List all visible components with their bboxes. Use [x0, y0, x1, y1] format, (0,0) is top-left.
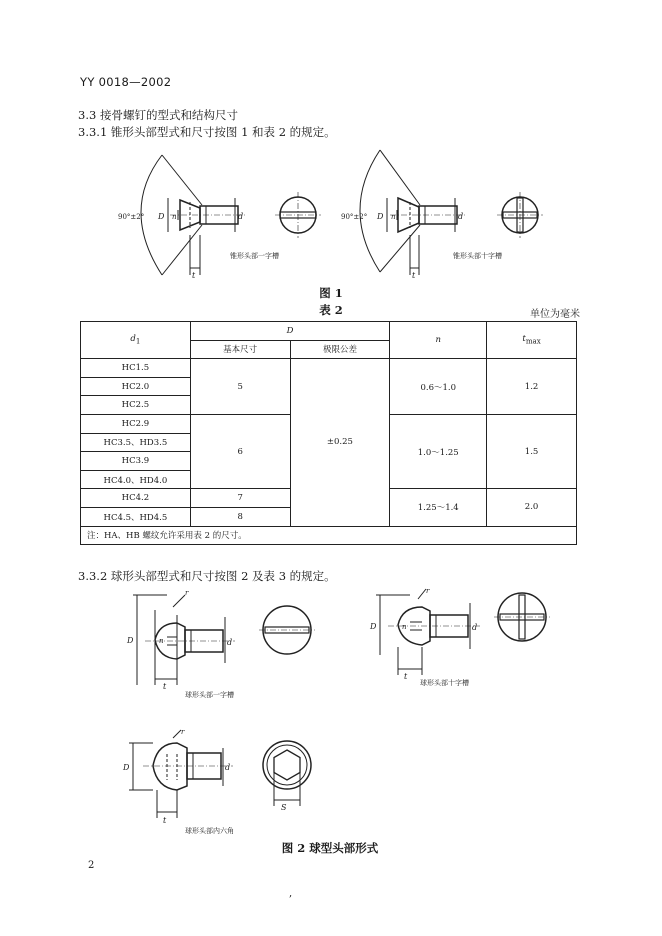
basic-size-cell: 8 [190, 507, 290, 526]
fig2c-S-label: S [281, 803, 287, 812]
fig2b-d1-label: d [472, 623, 478, 632]
d1-cell: HC2.0 [81, 377, 191, 396]
basic-size-cell: 6 [190, 414, 290, 488]
fig2a-d1-label: d [227, 638, 233, 647]
figure2-caption: 图 2 球型头部形式 [281, 841, 379, 855]
fig1a-n-label: n [172, 213, 177, 221]
fig2b-t-label: t [404, 672, 408, 681]
document-code: YY 0018—2002 [80, 75, 172, 89]
table2-unit: 单位为毫米 [530, 309, 580, 320]
fig1a-d1-label: d [238, 212, 244, 221]
header-basic-size: 基本尺寸 [190, 340, 290, 359]
fig1a-t-label: t [192, 271, 196, 280]
header-D: D [190, 322, 390, 341]
section-3-3-1-text: 3.3.1 锥形头部型式和尺寸按图 1 和表 2 的规定。 [78, 125, 336, 139]
fig1b-t-label: t [412, 271, 416, 280]
figure1-cone-head-slotted [110, 140, 340, 290]
fig1a-angle-label: 90°±2° [118, 213, 145, 221]
d1-cell: HC1.5 [81, 359, 191, 378]
fig2c-D-label: D [123, 763, 130, 772]
table2 [80, 321, 577, 545]
basic-size-cell: 7 [190, 489, 290, 508]
figure2-ball-head-slotted [115, 585, 330, 700]
page-number: 2 [88, 860, 95, 871]
n-cell: 0.6～1.0 [390, 359, 487, 415]
d1-cell: HC4.2 [81, 489, 191, 508]
table2-title: 表 2 [319, 303, 343, 317]
fig2c-t-label: t [163, 816, 167, 825]
header-tolerance: 极限公差 [290, 340, 390, 359]
tolerance-cell: ±0.25 [290, 359, 390, 526]
n-cell: 1.0～1.25 [390, 414, 487, 488]
tmax-cell: 2.0 [487, 489, 577, 526]
d1-cell: HC2.5 [81, 396, 191, 415]
tmax-cell: 1.2 [487, 359, 577, 415]
stray-mark: , [289, 888, 293, 899]
figure2-ball-head-cross [360, 585, 575, 695]
fig2a-subcaption: 球形头部一字槽 [185, 691, 234, 699]
fig2a-D-label: D [127, 636, 134, 645]
section-3-3-2-text: 3.3.2 球形头部型式和尺寸按图 2 及表 3 的规定。 [78, 569, 336, 583]
fig1b-subcaption: 锥形头部十字槽 [453, 252, 502, 260]
figure1-cone-head-cross [335, 140, 565, 290]
header-d1: $d_1$ [81, 322, 191, 359]
d1-cell: HC3.9 [81, 452, 191, 471]
fig1b-n-label: n [391, 213, 396, 221]
d1-cell: HC4.0、HD4.0 [81, 470, 191, 489]
fig1b-D-label: D [377, 212, 384, 221]
fig1a-D-label: D [158, 212, 165, 221]
fig2c-r-label: r [181, 728, 185, 736]
fig2b-n-label: n [402, 623, 407, 631]
fig1b-d1-label: d [458, 212, 464, 221]
fig2a-t-label: t [163, 682, 167, 691]
figure2-ball-head-hex [115, 728, 330, 838]
d1-cell: HC2.9 [81, 414, 191, 433]
n-cell: 1.25～1.4 [390, 489, 487, 526]
section-3-3-heading: 3.3 接骨螺钉的型式和结构尺寸 [78, 108, 238, 122]
header-n: n [390, 322, 487, 359]
basic-size-cell: 5 [190, 359, 290, 415]
fig1b-angle-label: 90°±2° [341, 213, 368, 221]
fig2b-r-label: r [426, 587, 430, 595]
fig2b-subcaption: 球形头部十字槽 [420, 679, 469, 687]
figure1-caption: 图 1 [319, 286, 343, 300]
header-tmax: $t_{max}$ [487, 322, 577, 359]
fig2c-d1-label: d [225, 763, 231, 772]
fig2c-subcaption: 球形头部内六角 [185, 827, 234, 835]
tmax-cell: 1.5 [487, 414, 577, 488]
table2-note: 注：HA、HB 螺纹允许采用表 2 的尺寸。 [81, 526, 577, 545]
fig2a-n-label: n [159, 637, 164, 645]
d1-cell: HC3.5、HD3.5 [81, 433, 191, 452]
fig2a-r-label: r [185, 589, 189, 597]
fig2b-D-label: D [370, 622, 377, 631]
fig1a-subcaption: 锥形头部一字槽 [230, 252, 279, 260]
d1-cell: HC4.5、HD4.5 [81, 507, 191, 526]
